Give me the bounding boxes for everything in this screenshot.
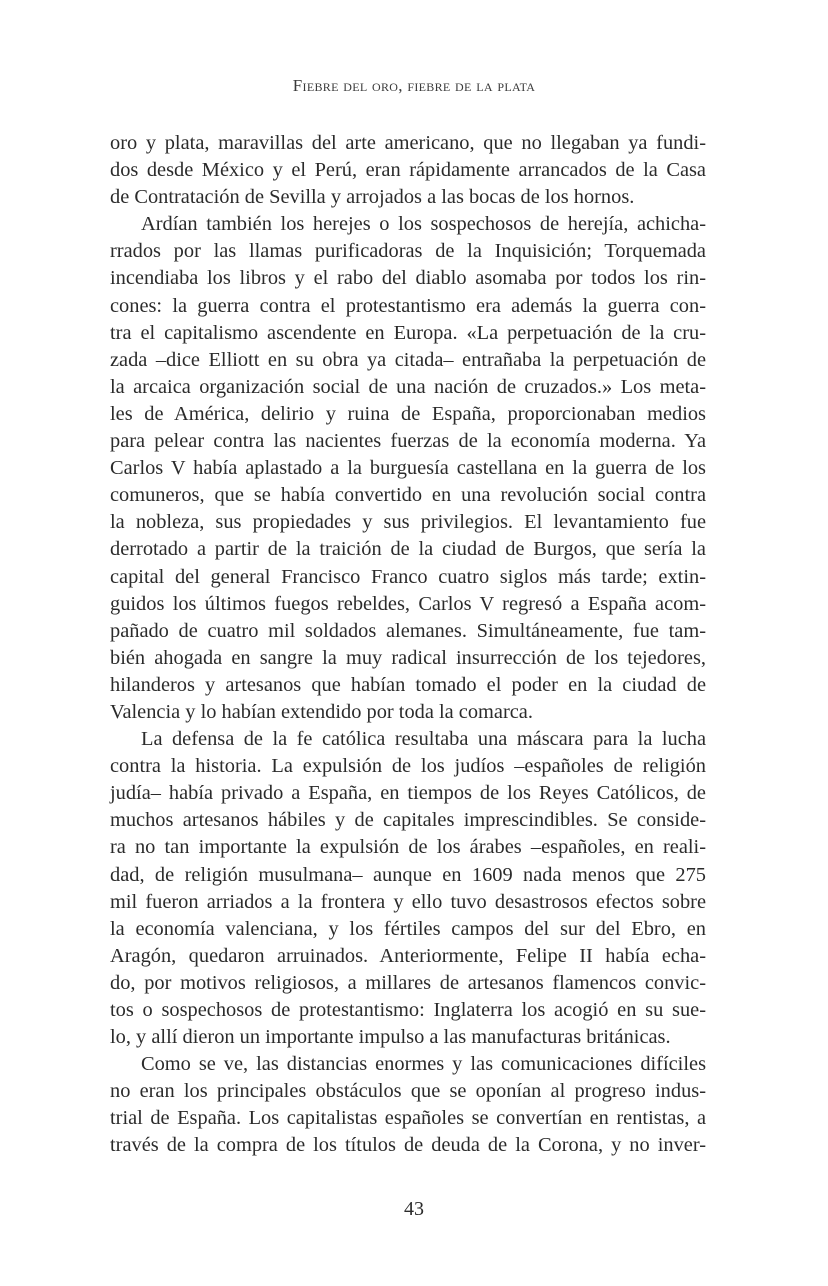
text-line: mil fueron arriados a la frontera y ello tuvo desastrosos efectos sobre — [110, 890, 706, 913]
text-line: de Contratación de Sevilla y arrojados a las bocas de los hornos. — [110, 186, 635, 209]
text-line: zada –dice Elliott en su obra ya citada– entrañaba la perpetuación de — [110, 348, 706, 371]
text-line: bién ahogada en sangre la muy radical insurrección de los tejedores, — [110, 646, 706, 669]
text-line: derrotado a partir de la traición de la ciudad de Burgos, que sería la — [110, 538, 706, 561]
body-text — [110, 130, 706, 1160]
text-line: dad, de religión musulmana– aunque en 1609 nada menos que 275 — [110, 863, 706, 886]
text-line: capital del general Francisco Franco cuatro siglos más tarde; extin- — [110, 565, 706, 588]
text-line: judía– había privado a España, en tiempos de los Reyes Católicos, de — [110, 782, 706, 805]
page-number: 43 — [404, 1198, 424, 1220]
text-line: trial de España. Los capitalistas españoles se convertían en rentistas, a — [110, 1107, 706, 1130]
text-line: dos desde México y el Perú, eran rápidamente arrancados de la Casa — [110, 159, 706, 182]
text-line: no eran los principales obstáculos que se oponían al progreso indus- — [110, 1080, 706, 1103]
text-line: tra el capitalismo ascendente en Europa. «La perpetuación de la cru- — [110, 321, 706, 344]
paragraph-2 — [110, 211, 706, 726]
text-line: lo, y allí dieron un importante impulso a las manufacturas británicas. — [110, 1026, 671, 1049]
text-line: través de la compra de los títulos de deuda de la Corona, y no inver- — [110, 1134, 706, 1157]
text-line: La defensa de la fe católica resultaba una máscara para la lucha — [141, 728, 706, 751]
text-line: tos o sospechosos de protestantismo: Inglaterra los acogió en su sue- — [110, 999, 706, 1021]
text-line: la arcaica organización social de una nación de cruzados.» Los meta- — [110, 375, 706, 398]
text-line: oro y plata, maravillas del arte americano, que no llegaban ya fundi- — [110, 132, 706, 154]
paragraph-4 — [110, 1051, 706, 1159]
text-line: pañado de cuatro mil soldados alemanes. Simultáneamente, fue tam- — [110, 619, 706, 642]
text-line: para pelear contra las nacientes fuerzas de la economía moderna. Ya — [110, 430, 706, 453]
text-line: do, por motivos religiosos, a millares de artesanos flamencos convic- — [110, 971, 706, 994]
text-line: la economía valenciana, y los fértiles campos del sur del Ebro, en — [110, 917, 706, 940]
text-line: les de América, delirio y ruina de España, proporcionaban medios — [110, 402, 706, 425]
running-head: Fiebre del oro, fiebre de la plata — [292, 76, 536, 95]
paragraph-1 — [110, 130, 706, 211]
paragraph-3 — [110, 726, 706, 1051]
text-line: rrados por las llamas purificadoras de la Inquisición; Torquemada — [110, 240, 706, 263]
text-line: incendiaba los libros y el rabo del diablo asomaba por todos los rin- — [110, 267, 706, 290]
text-line: muchos artesanos hábiles y de capitales imprescindibles. Se conside- — [110, 809, 706, 832]
text-line: Valencia y lo habían extendido por toda la comarca. — [110, 700, 533, 723]
text-line: cones: la guerra contra el protestantismo era además la guerra con- — [110, 294, 706, 317]
text-line: la nobleza, sus propiedades y sus privilegios. El levantamiento fue — [110, 511, 706, 534]
text-line: Como se ve, las distancias enormes y las comunicaciones difíciles — [141, 1053, 706, 1076]
text-line: comuneros, que se había convertido en una revolución social contra — [110, 484, 706, 507]
text-line: guidos los últimos fuegos rebeldes, Carlos V regresó a España acom- — [110, 592, 706, 615]
text-line: hilanderos y artesanos que habían tomado el poder en la ciudad de — [110, 673, 706, 696]
text-line: Aragón, quedaron arruinados. Anteriormente, Felipe II había echa- — [110, 944, 706, 967]
text-line: ra no tan importante la expulsión de los árabes –españoles, en reali- — [110, 836, 706, 859]
text-line: contra la historia. La expulsión de los judíos –españoles de religión — [110, 755, 706, 778]
text-line: Ardían también los herejes o los sospechosos de herejía, achicha- — [141, 213, 706, 236]
text-line: Carlos V había aplastado a la burguesía castellana en la guerra de los — [110, 457, 706, 480]
